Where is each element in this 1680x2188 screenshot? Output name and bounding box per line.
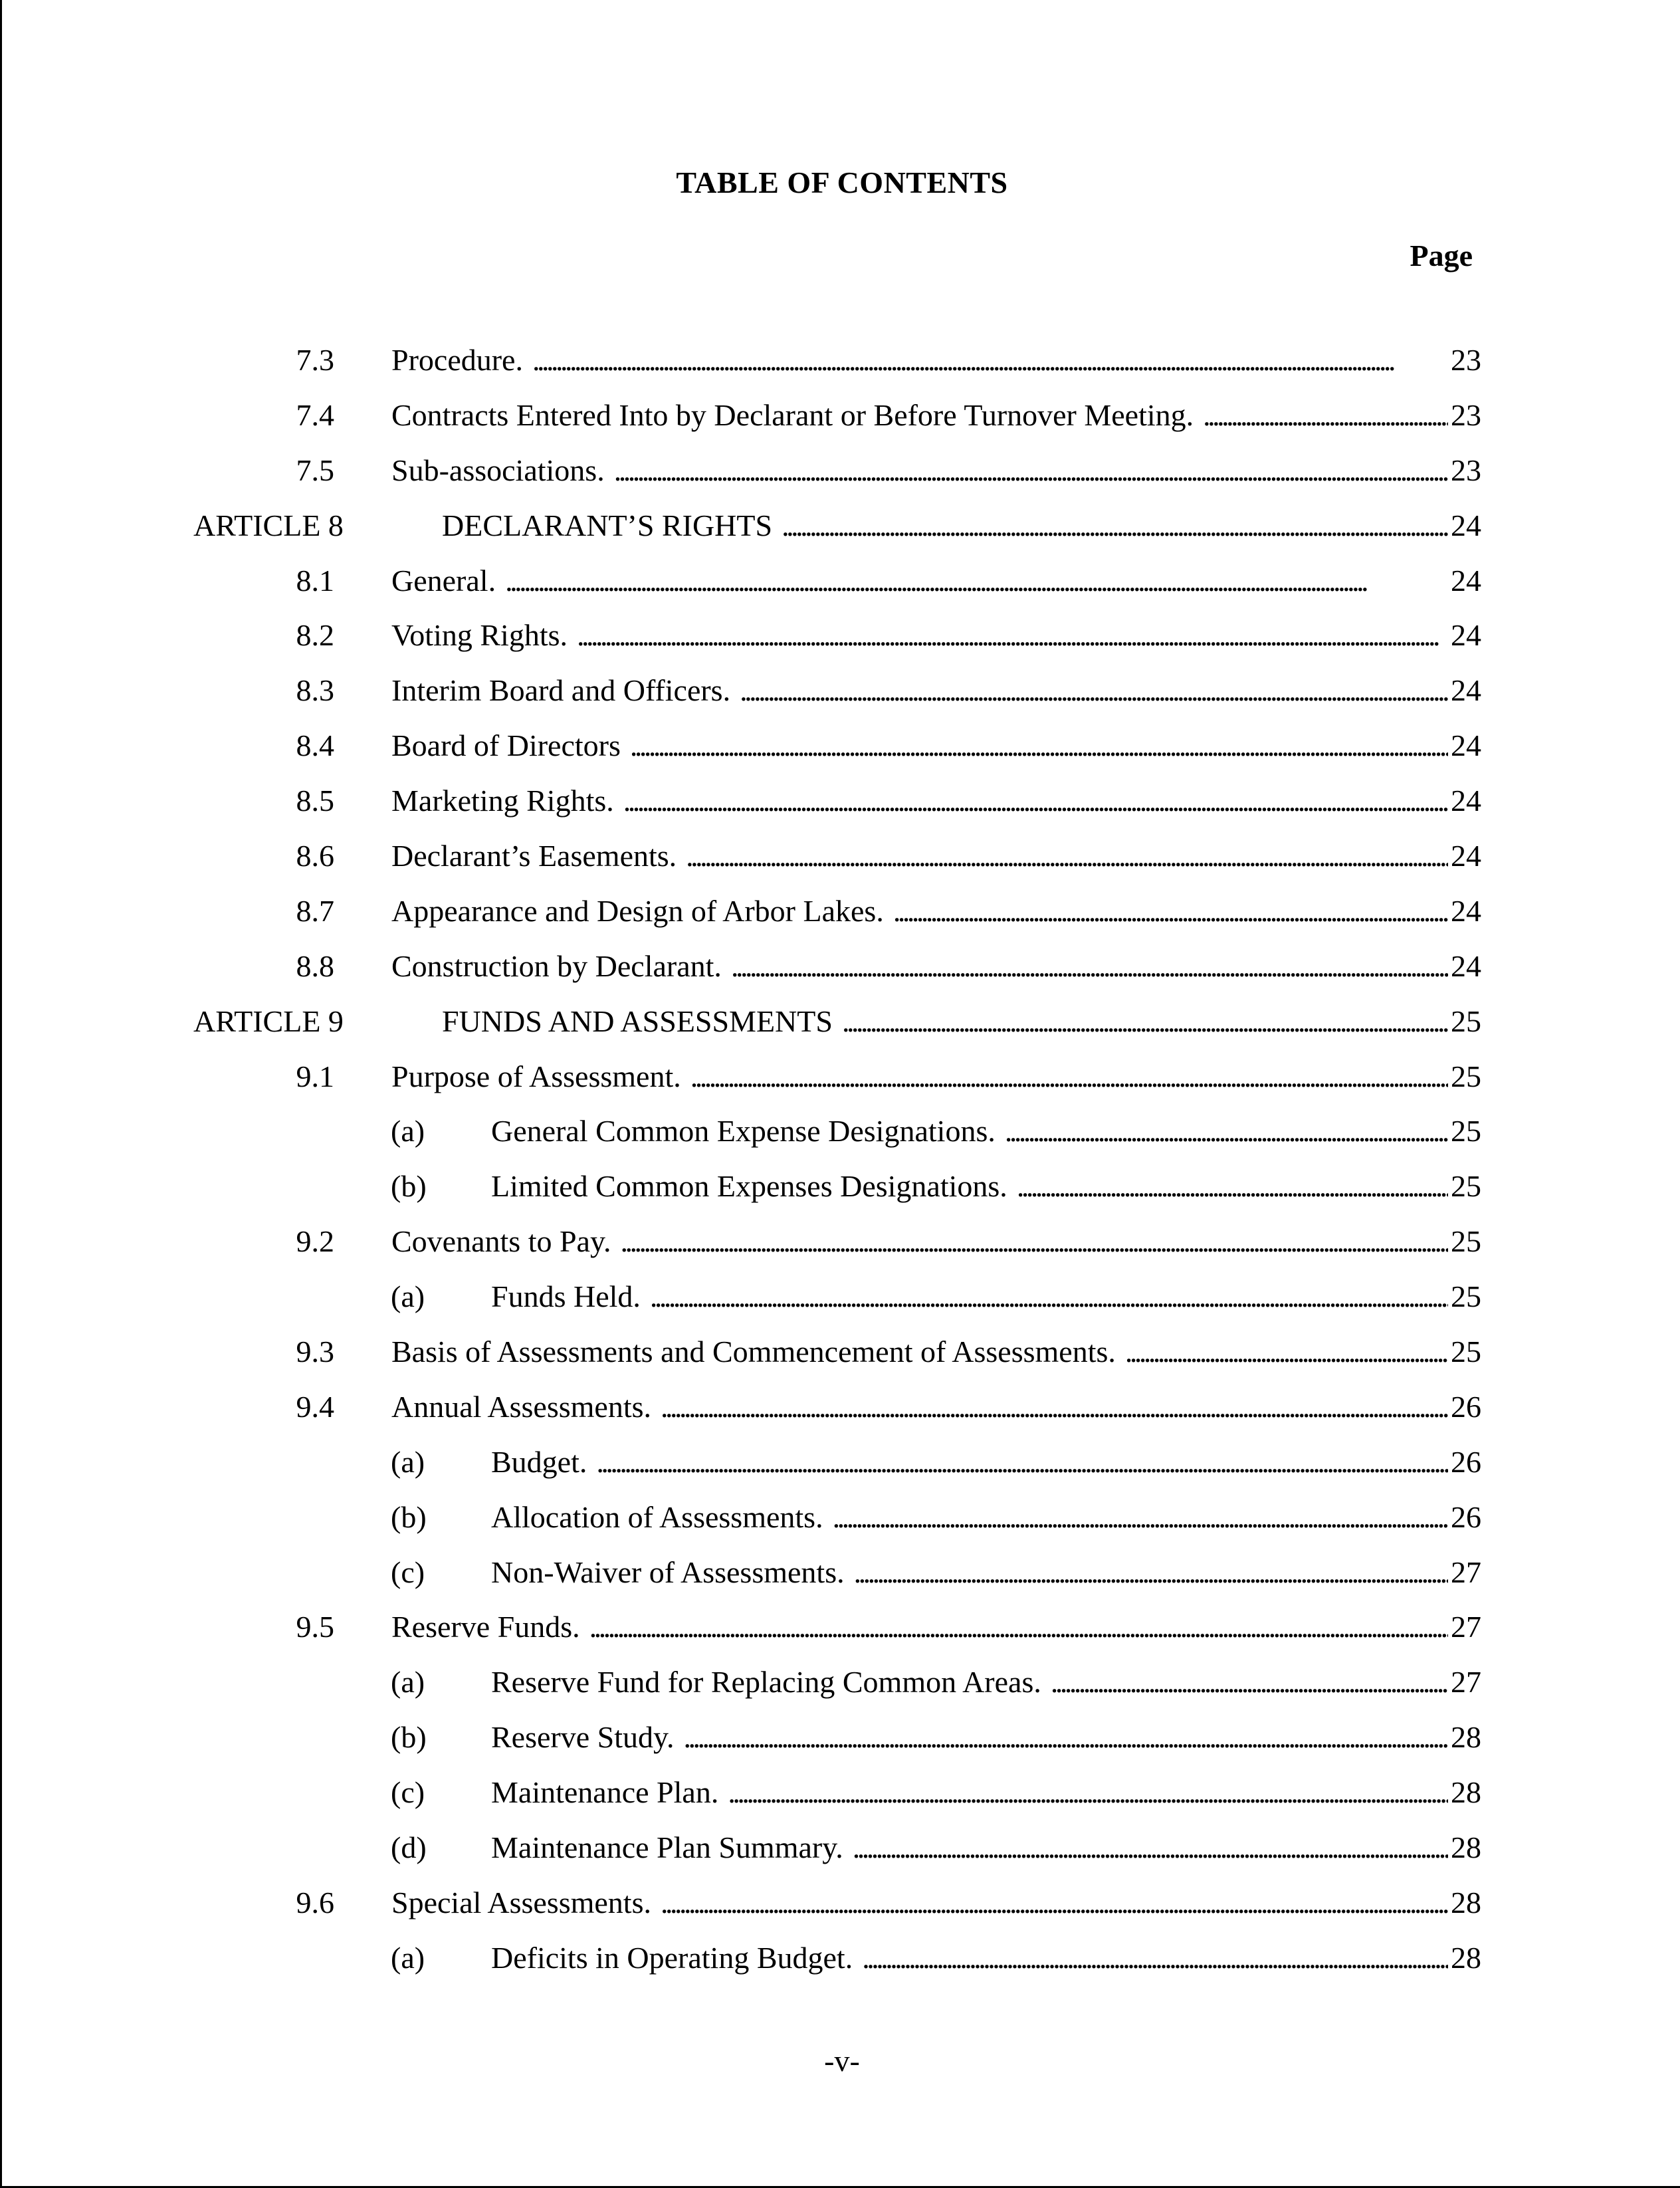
- entry-page: 25: [1451, 1335, 1481, 1369]
- subentry-letter: (c): [391, 1775, 425, 1810]
- entry-page: 27: [1451, 1555, 1481, 1589]
- dot-leader: [740, 671, 1448, 711]
- toc-subentry[interactable]: [2, 1828, 1680, 1883]
- toc-entry[interactable]: [2, 1332, 1680, 1387]
- subentry-title: General Common Expense Designations.: [491, 1114, 996, 1149]
- toc-entry[interactable]: [2, 836, 1680, 891]
- toc-entry[interactable]: [2, 891, 1680, 946]
- entry-number: 7.5: [296, 453, 334, 487]
- subentry-letter: (b): [391, 1499, 427, 1534]
- entry-number: 8.7: [296, 893, 334, 928]
- entry-page: 28: [1451, 1940, 1481, 1975]
- toc-article-entry[interactable]: [2, 1002, 1680, 1057]
- toc-entry[interactable]: [2, 1057, 1680, 1112]
- subentry-title: Funds Held.: [491, 1279, 641, 1314]
- entry-page: 27: [1451, 1665, 1481, 1699]
- subentry-title: Limited Common Expenses Designations.: [491, 1169, 1007, 1204]
- subentry-letter: (a): [391, 1114, 425, 1149]
- entry-page: 26: [1451, 1389, 1481, 1424]
- entry-title: Special Assessments.: [391, 1885, 651, 1919]
- toc-subentry[interactable]: [2, 1277, 1680, 1332]
- subentry-letter: (c): [391, 1555, 425, 1589]
- entry-page: 27: [1451, 1610, 1481, 1644]
- entry-page: 28: [1451, 1885, 1481, 1919]
- entry-title: Marketing Rights.: [391, 784, 614, 818]
- entry-number: 8.2: [296, 618, 334, 653]
- toc-list: [2, 340, 1680, 1993]
- dot-leader: [842, 1002, 1448, 1041]
- entry-title: Declarant’s Easements.: [391, 839, 677, 873]
- toc-subentry[interactable]: [2, 1166, 1680, 1222]
- entry-title: Contracts Entered Into by Declarant or Before Turnover Meeting.: [391, 397, 1194, 432]
- entry-title: Purpose of Assessment.: [391, 1059, 681, 1093]
- entry-page: 25: [1451, 1059, 1481, 1093]
- dot-leader: [623, 781, 1448, 821]
- dot-leader: [1125, 1332, 1448, 1372]
- subentry-title: Allocation of Assessments.: [491, 1499, 823, 1534]
- dot-leader: [661, 1387, 1448, 1427]
- entry-number: 9.6: [296, 1885, 334, 1919]
- entry-page: 24: [1451, 948, 1481, 983]
- entry-page: 26: [1451, 1499, 1481, 1534]
- dot-leader: [893, 891, 1448, 931]
- page-number-footer: -v-: [824, 2044, 860, 2078]
- dot-leader: [1017, 1166, 1448, 1206]
- dot-leader: [1051, 1662, 1448, 1702]
- entry-page: 23: [1451, 397, 1481, 432]
- toc-entry[interactable]: [2, 1883, 1680, 1938]
- toc-entry[interactable]: [2, 781, 1680, 836]
- subentry-title: Reserve Study.: [491, 1720, 675, 1755]
- subentry-title: Deficits in Operating Budget.: [491, 1940, 853, 1975]
- toc-entry[interactable]: [2, 451, 1680, 506]
- dot-leader: [731, 946, 1448, 986]
- dot-leader: [589, 1607, 1448, 1647]
- dot-leader: [577, 615, 1448, 655]
- entry-page: 25: [1451, 1224, 1481, 1259]
- entry-number: 8.1: [296, 563, 334, 598]
- entry-number: 7.4: [296, 397, 334, 432]
- entry-page: 24: [1451, 673, 1481, 708]
- entry-title: Reserve Funds.: [391, 1610, 580, 1644]
- toc-subentry[interactable]: [2, 1442, 1680, 1497]
- entry-title: Voting Rights.: [391, 618, 568, 653]
- entry-title: Board of Directors: [391, 728, 621, 763]
- subentry-title: Maintenance Plan Summary.: [491, 1830, 843, 1865]
- toc-subentry[interactable]: [2, 1773, 1680, 1828]
- entry-number: 8.5: [296, 784, 334, 818]
- dot-leader: [621, 1222, 1449, 1261]
- entry-page: 23: [1451, 343, 1481, 377]
- entry-number: 9.2: [296, 1224, 334, 1259]
- entry-page: 23: [1451, 453, 1481, 487]
- dot-leader: [690, 1057, 1448, 1097]
- entry-title: Interim Board and Officers.: [391, 673, 731, 708]
- subentry-title: Budget.: [491, 1444, 587, 1479]
- entry-page: 25: [1451, 1169, 1481, 1204]
- toc-subentry[interactable]: [2, 1717, 1680, 1773]
- toc-entry[interactable]: [2, 1387, 1680, 1442]
- article-title: DECLARANT’S RIGHTS: [442, 508, 773, 542]
- entry-title: Covenants to Pay.: [391, 1224, 611, 1259]
- article-number: ARTICLE 8: [193, 508, 344, 542]
- entry-title: Basis of Assessments and Commencement of Assessments.: [391, 1335, 1116, 1369]
- article-number: ARTICLE 9: [193, 1004, 344, 1038]
- dot-leader: [833, 1497, 1448, 1537]
- subentry-letter: (b): [391, 1169, 427, 1204]
- entry-number: 9.5: [296, 1610, 334, 1644]
- dot-leader: [532, 340, 1448, 380]
- entry-page: 26: [1451, 1444, 1481, 1479]
- dot-leader: [1005, 1111, 1448, 1151]
- toc-entry[interactable]: [2, 726, 1680, 781]
- dot-leader: [596, 1442, 1448, 1482]
- subentry-letter: (d): [391, 1830, 427, 1865]
- toc-entry[interactable]: [2, 340, 1680, 395]
- toc-entry[interactable]: [2, 1222, 1680, 1277]
- toc-entry[interactable]: [2, 946, 1680, 1002]
- article-title: FUNDS AND ASSESSMENTS: [442, 1004, 833, 1038]
- dot-leader: [853, 1828, 1448, 1868]
- dot-leader: [854, 1553, 1448, 1592]
- toc-entry[interactable]: [2, 561, 1680, 616]
- toc-article-entry[interactable]: [2, 506, 1680, 561]
- dot-leader: [686, 836, 1448, 876]
- entry-page: 24: [1451, 839, 1481, 873]
- dot-leader: [728, 1773, 1448, 1812]
- entry-page: 28: [1451, 1830, 1481, 1865]
- subentry-title: Maintenance Plan.: [491, 1775, 719, 1810]
- toc-entry[interactable]: [2, 1607, 1680, 1662]
- subentry-title: Reserve Fund for Replacing Common Areas.: [491, 1665, 1041, 1699]
- entry-title: Construction by Declarant.: [391, 948, 722, 983]
- entry-number: 8.8: [296, 948, 334, 983]
- dot-leader: [862, 1938, 1448, 1978]
- entry-number: 9.1: [296, 1059, 334, 1093]
- dot-leader: [630, 726, 1448, 766]
- dot-leader: [650, 1277, 1448, 1317]
- entry-number: 8.6: [296, 839, 334, 873]
- entry-title: Appearance and Design of Arbor Lakes.: [391, 893, 884, 928]
- page-column-header: Page: [1410, 239, 1473, 273]
- entry-page: 24: [1451, 618, 1481, 653]
- entry-number: 8.3: [296, 673, 334, 708]
- dot-leader: [505, 561, 1448, 601]
- entry-page: 24: [1451, 508, 1481, 542]
- entry-page: 24: [1451, 728, 1481, 763]
- toc-entry[interactable]: [2, 671, 1680, 726]
- dot-leader: [614, 451, 1448, 491]
- entry-page: 28: [1451, 1775, 1481, 1810]
- entry-number: 8.4: [296, 728, 334, 763]
- subentry-letter: (b): [391, 1720, 427, 1755]
- dot-leader: [1203, 395, 1448, 435]
- toc-subentry[interactable]: [2, 1497, 1680, 1553]
- entry-title: Procedure.: [391, 343, 523, 377]
- entry-title: General.: [391, 563, 496, 598]
- entry-page: 25: [1451, 1279, 1481, 1314]
- subentry-letter: (a): [391, 1940, 425, 1975]
- page-title: TABLE OF CONTENTS: [676, 165, 1008, 199]
- entry-page: 24: [1451, 563, 1481, 598]
- entry-title: Sub-associations.: [391, 453, 605, 487]
- entry-title: Annual Assessments.: [391, 1389, 651, 1424]
- subentry-title: Non-Waiver of Assessments.: [491, 1555, 845, 1589]
- entry-page: 24: [1451, 784, 1481, 818]
- entry-number: 9.4: [296, 1389, 334, 1424]
- entry-page: 25: [1451, 1114, 1481, 1149]
- subentry-letter: (a): [391, 1444, 425, 1479]
- entry-number: 7.3: [296, 343, 334, 377]
- toc-entry[interactable]: [2, 615, 1680, 671]
- toc-entry[interactable]: [2, 395, 1680, 451]
- subentry-letter: (a): [391, 1279, 425, 1314]
- dot-leader: [661, 1883, 1448, 1923]
- subentry-letter: (a): [391, 1665, 425, 1699]
- toc-subentry[interactable]: [2, 1938, 1680, 1993]
- dot-leader: [684, 1717, 1448, 1757]
- toc-subentry[interactable]: [2, 1662, 1680, 1717]
- toc-subentry[interactable]: [2, 1111, 1680, 1166]
- dot-leader: [782, 506, 1448, 546]
- entry-number: 9.3: [296, 1335, 334, 1369]
- entry-page: 28: [1451, 1720, 1481, 1755]
- entry-page: 25: [1451, 1004, 1481, 1038]
- entry-page: 24: [1451, 893, 1481, 928]
- toc-subentry[interactable]: [2, 1553, 1680, 1608]
